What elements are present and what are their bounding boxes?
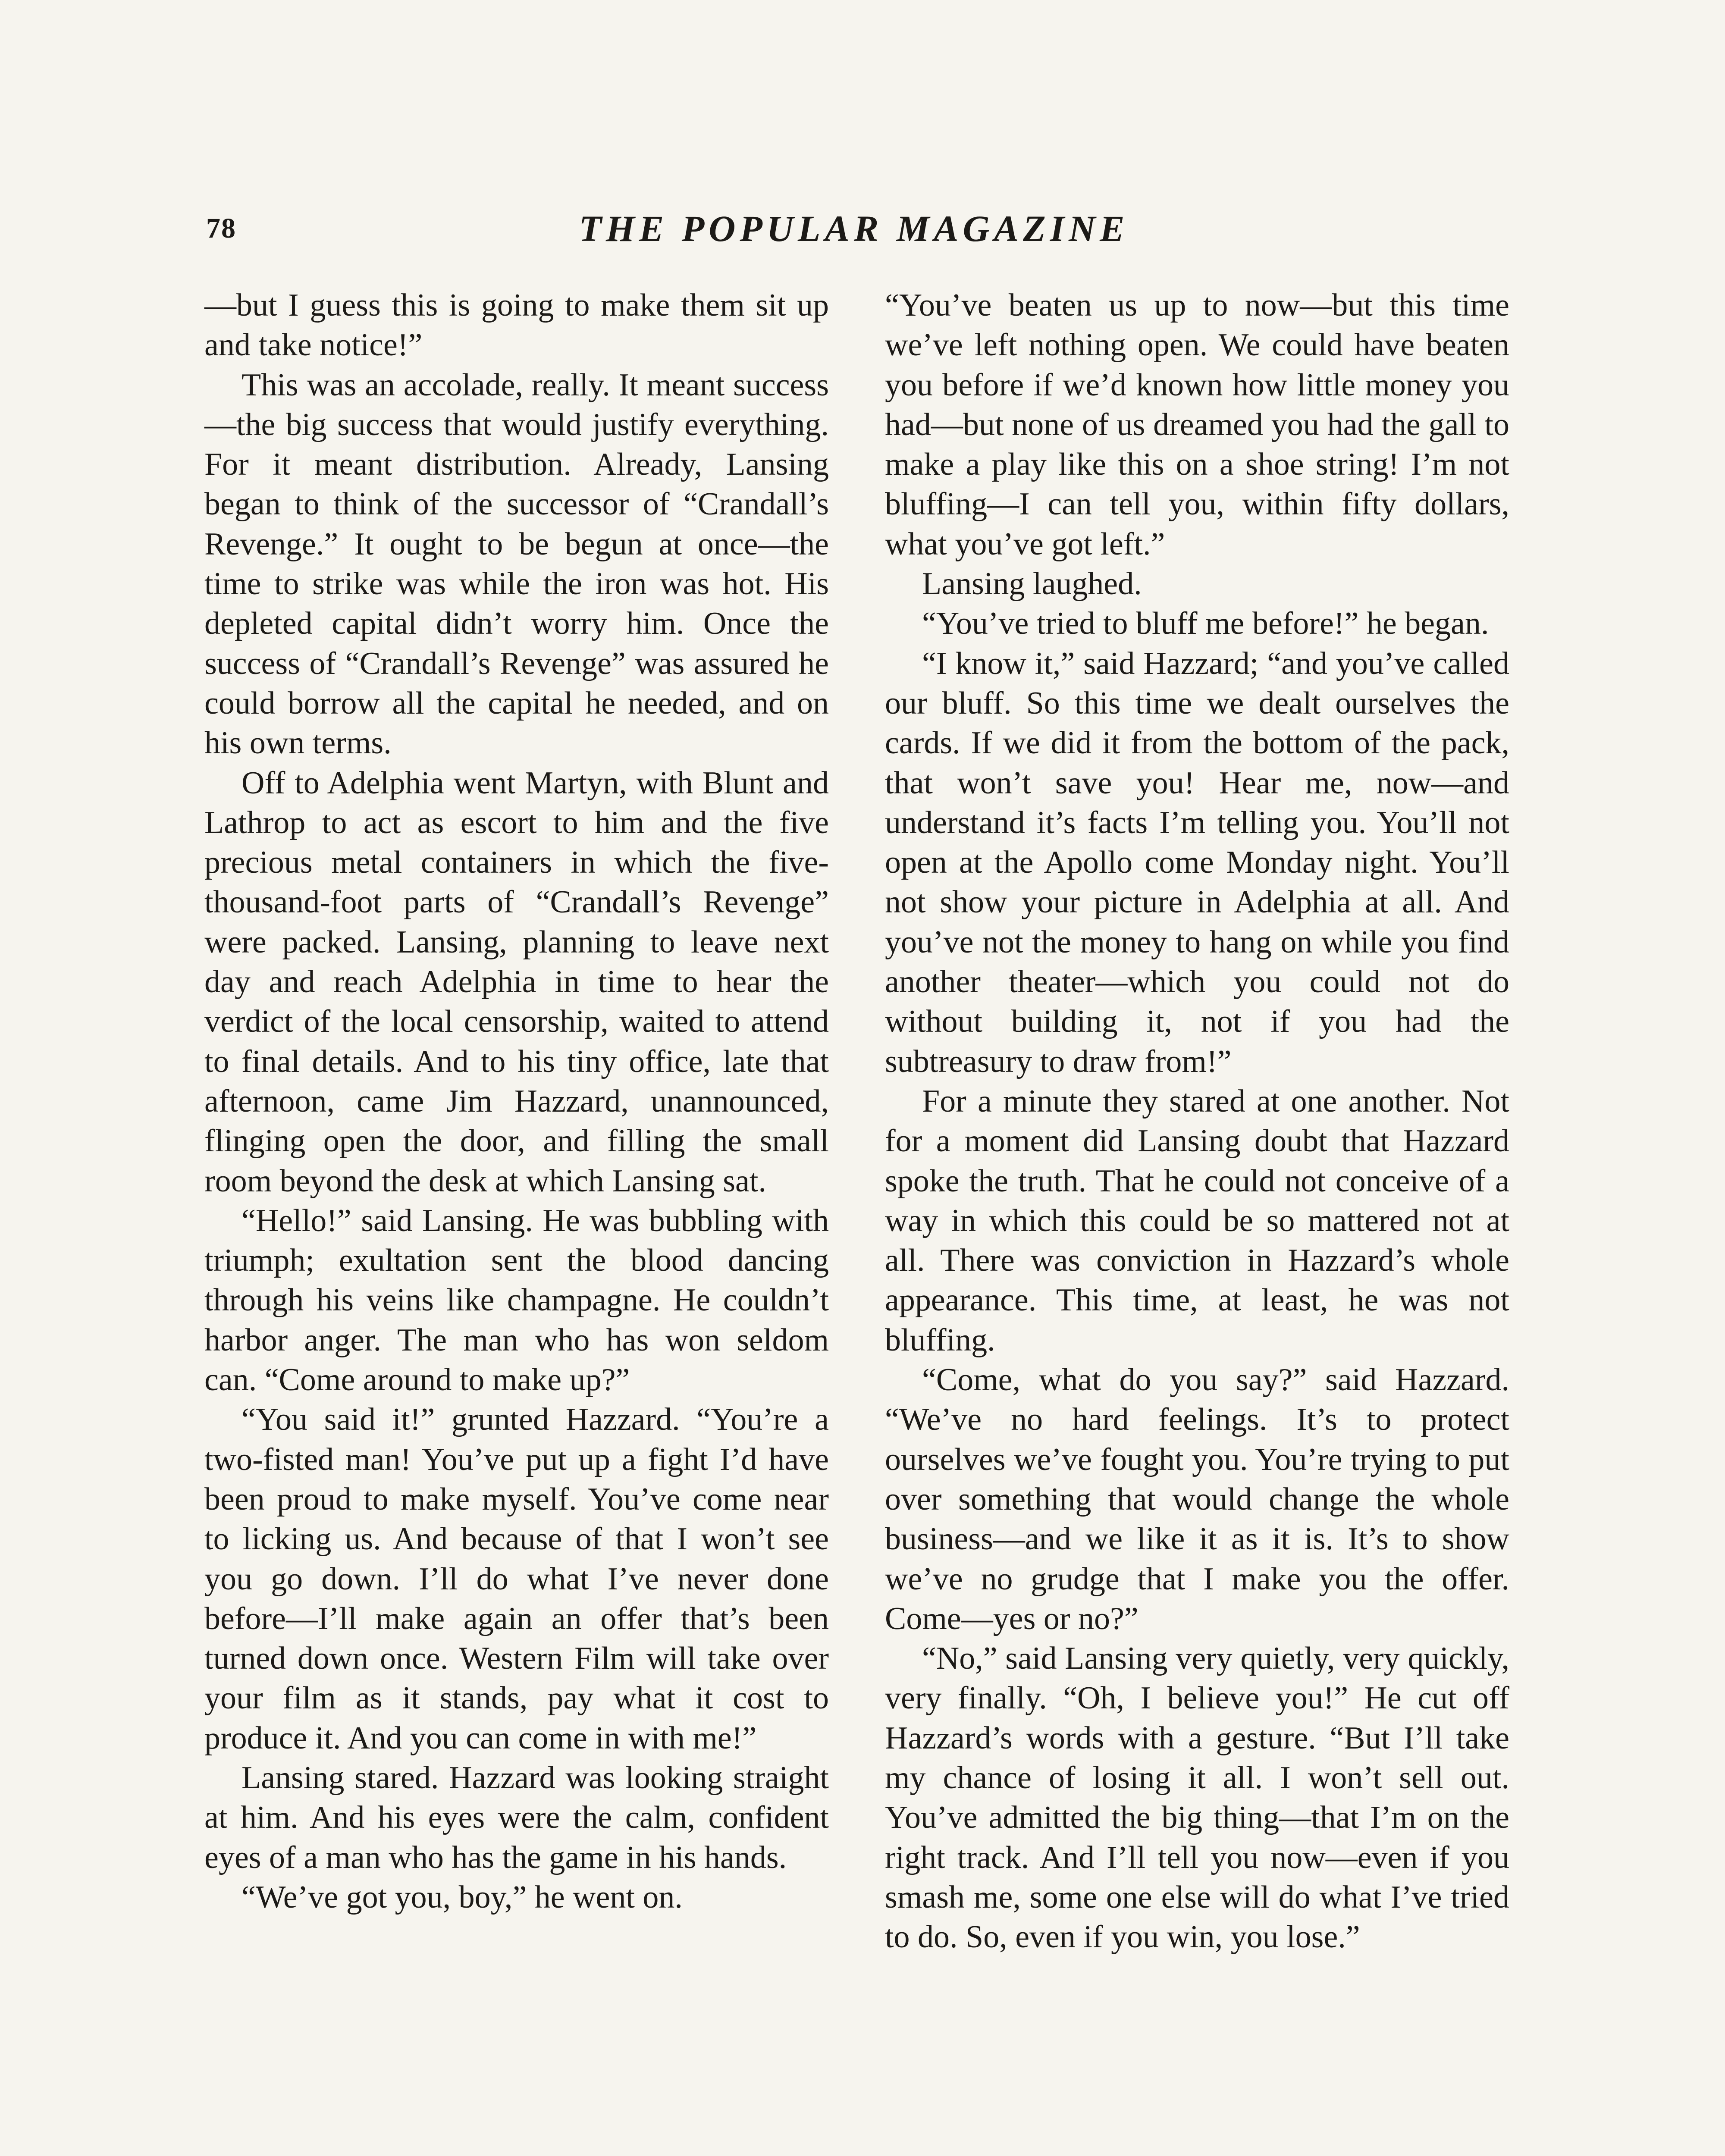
paragraph: “You’ve tried to bluff me before!” he began. (922, 606, 1489, 642)
paragraph: This was an accolade, really. It meant success—the big success that would justify everything. For it meant distribution. Already, Lansing began to think of the successor of “Crandall’s Revenge.” It ought to be begun at once—the time to strike was while the iron was hot. His depleted capital didn’t worry him. Once the success of “Crandall’s Revenge” was assured he could borrow all the capital he needed, and on his own terms. (204, 367, 829, 761)
paragraph: “I know it,” said Hazzard; “and you’ve called our bluff. So this time we dealt ourselves the cards. If we did it from the bottom of the pack, that won’t save you! Hear me, now—and understand it’s facts I’m telling you. You’ll not open at the Apollo come Monday night. You’ll not show your picture in Adelphia at all. And you’ve not the money to hang on while you find another theater—which you could not do without building it, not if you had the subtreasury to draw from!” (885, 646, 1509, 1079)
paragraph: —but I guess this is going to make them sit up and take notice!” (204, 288, 829, 363)
paragraph: “No,” said Lansing very quietly, very quickly, very finally. “Oh, I believe you!” He cut off Hazzard’s words with a gesture. “But I’ll take my chance of losing it all. I won’t sell out. You’ve admitted the big thing—that I’m on the right track. And I’ll tell you now—even if you smash me, some one else will do what I’ve tried to do. So, even if you win, you lose.” (885, 1641, 1509, 1955)
running-head: THE POPULAR MAGAZINE (579, 208, 1129, 249)
page-number: 78 (206, 213, 236, 244)
paragraph: “We’ve got you, boy,” he went on. (242, 1879, 683, 1915)
paragraph: “Hello!” said Lansing. He was bubbling with triumph; exultation sent the blood dancing through his veins like champagne. He couldn’t harbor anger. The man who has won seldom can. “Come around to make up?” (204, 1203, 829, 1398)
paragraph: “You said it!” grunted Hazzard. “You’re a two-fisted man! You’ve put up a fight I’d have been proud to make myself. You’ve come near to licking us. And because of that I won’t see you go down. I’ll do what I’ve never done before—I’ll make again an offer that’s been turned down once. Western Film will take over your film as it stands, pay what it cost to produce it. And you can come in with me!” (204, 1402, 829, 1756)
paragraph: “You’ve beaten us up to now—but this time we’ve left nothing open. We could have beaten you before if we’d known how little money you had—but none of us dreamed you had the gall to make a play like this on a shoe string! I’m not bluffing—I can tell you, within fifty dollars, what you’ve got left.” (885, 288, 1509, 562)
paragraph: “Come, what do you say?” said Hazzard. “We’ve no hard feelings. It’s to protect ourselves we’ve fought you. You’re trying to put over something that would change the whole business—and we like it as it is. It’s to show we’ve no grudge that I make you the offer. Come—yes or no?” (885, 1362, 1509, 1636)
paragraph: For a minute they stared at one another. Not for a moment did Lansing doubt that Hazzard spoke the truth. That he could not conceive of a way in which this could be so mattered not at all. There was conviction in Hazzard’s whole appearance. This time, at least, he was not bluffing. (885, 1083, 1509, 1358)
paragraph: Lansing stared. Hazzard was looking straight at him. And his eyes were the calm, confident eyes of a man who has the game in his hands. (204, 1760, 829, 1875)
paragraph: Lansing laughed. (922, 566, 1142, 602)
right-column (885, 285, 1509, 2156)
left-column (204, 285, 829, 2156)
paragraph: Off to Adelphia went Martyn, with Blunt and Lathrop to act as escort to him and the five precious metal containers in which the five-thousand-foot parts of “Crandall’s Revenge” were packed. Lansing, planning to leave next day and reach Adelphia in time to hear the verdict of the local censorship, waited to attend to final details. And to his tiny office, late that afternoon, came Jim Hazzard, unannounced, flinging open the door, and filling the small room beyond the desk at which Lansing sat. (204, 765, 829, 1199)
